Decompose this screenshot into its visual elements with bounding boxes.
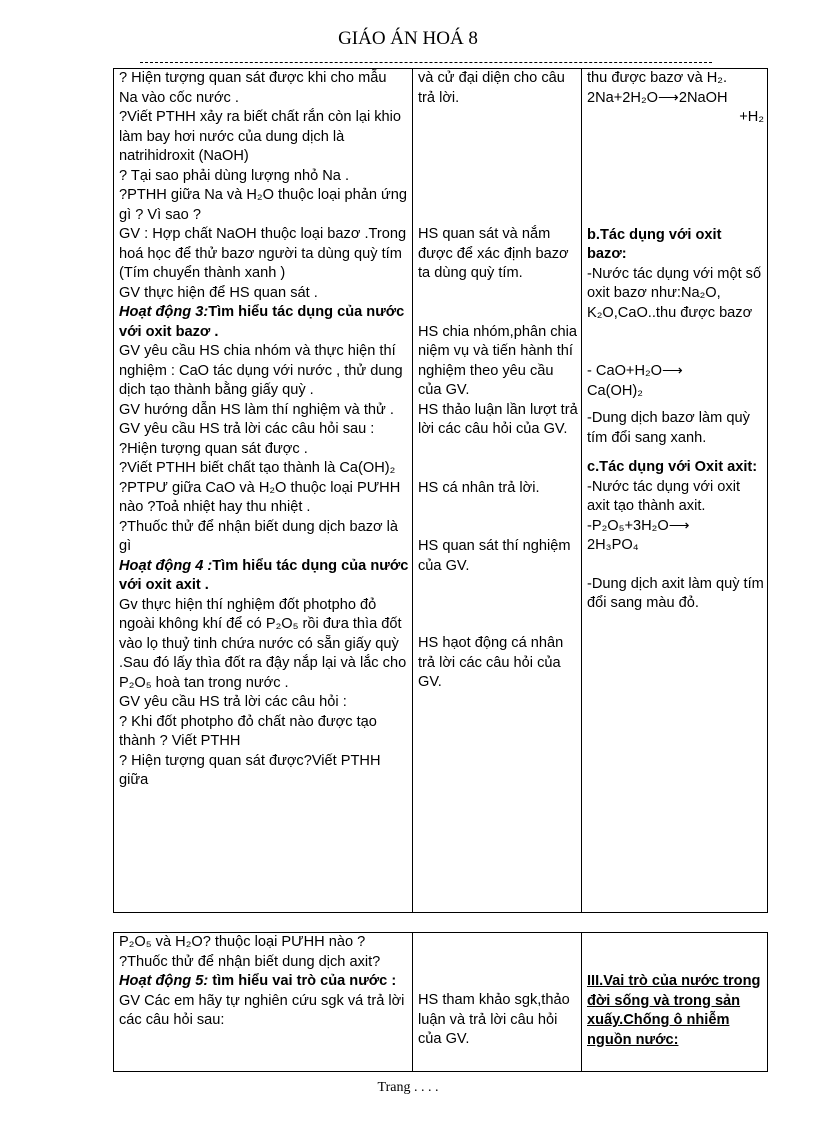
activity-number: Hoạt động 5:: [119, 973, 209, 989]
equation-lhs: - CaO+H₂O: [587, 363, 662, 379]
text-line: GV Các em hãy tự nghiên cứu sgk vá trả lời các câu hỏi sau:: [119, 992, 405, 1028]
text-line: GV yêu cầu HS trả lời các câu hỏi sau :: [119, 421, 375, 437]
lesson-table-2: [113, 932, 768, 1072]
activity-title: Tìm hiểu tác dụng của nước với oxit bazơ .: [119, 304, 405, 340]
equation: [587, 517, 764, 537]
text-line: GV : Hợp chất NaOH thuộc loại bazơ .Trong hoá học để thử bazơ người ta dùng quỳ tím (Tím chuyển thành xanh ): [119, 226, 407, 281]
equation: [587, 362, 764, 382]
equation-lhs: -P₂O₅+3H₂O: [587, 517, 669, 534]
text-line: ?Hiện tượng quan sát được .: [119, 440, 308, 457]
activity-heading: [119, 303, 409, 342]
text-line: GV yêu cầu HS trả lời các câu hỏi :: [119, 694, 347, 710]
table-row: [114, 933, 768, 1072]
arrow-icon: ⟶: [657, 89, 679, 106]
text-line: P₂O₅ và H₂O? thuộc loại PƯHH nào ?: [119, 934, 366, 950]
activity-title: tìm hiểu vai trò của nước :: [212, 973, 397, 989]
text-line: HS chia nhóm,phân chia niệm vụ và tiến hành thí nghiệm theo yêu cầu của GV.: [418, 323, 578, 398]
text-line: HS thảo luận lần lượt trả lời các câu hỏi của GV.: [418, 401, 578, 437]
text-line: HS tham khảo sgk,thảo luận và trả lời câu hỏi của GV.: [418, 992, 570, 1047]
equation-rhs: 2H₃PO₄: [587, 537, 639, 553]
equation-continued: +H₂: [739, 109, 764, 125]
text-line: -Nước tác dụng với một số oxit bazơ như:Na₂O, K₂O,CaO..thu được bazơ: [587, 265, 762, 321]
section-heading: c.Tác dụng với Oxit axit:: [587, 459, 758, 475]
text-line: -Dung dịch bazơ làm quỳ tím đổi sang xanh.: [587, 410, 750, 446]
text-line: và cử đại diện cho câu trả lời.: [418, 70, 565, 106]
text-line: ?Thuốc thử để nhận biết dung dịch axit?: [119, 953, 381, 970]
text-line: ?PTPƯ giữa CaO và H₂O thuộc loại PƯHH nào ?Toả nhiệt hay thu nhiệt .: [119, 479, 401, 515]
equation: [587, 89, 764, 109]
text-line: -Dung dịch axit làm quỳ tím đổi sang màu đỏ.: [587, 575, 764, 611]
table-row: [114, 69, 768, 913]
activity-heading: [119, 972, 409, 992]
equation-lhs: 2Na+2H₂O: [587, 89, 658, 106]
text-line: -Nước tác dụng với oxit axit tạo thành axit.: [587, 478, 741, 514]
section-heading: III.Vai trò của nước trong đời sống và trong sản xuấy.Chống ô nhiễm nguồn nước:: [587, 973, 761, 1048]
text-line: HS cá nhân trả lời.: [418, 479, 540, 496]
text-line: GV thực hiện để HS quan sát .: [119, 284, 318, 301]
text-line: ? Hiện tượng quan sát được?Viết PTHH giữa: [119, 752, 381, 788]
text-line: thu được bazơ và H₂.: [587, 70, 728, 86]
page-footer: Trang . . . .: [377, 1080, 439, 1095]
text-line: ?Thuốc thử để nhận biết dung dịch bazơ là gì: [119, 518, 398, 554]
equation-rhs: 2NaOH: [678, 89, 728, 106]
activity-number: Hoạt động 4 :: [119, 557, 213, 574]
content-cell: [582, 69, 768, 913]
lesson-table-1: [113, 68, 768, 913]
text-line: HS quan sát và nắm được để xác định bazơ ta dùng quỳ tím.: [418, 226, 569, 281]
activity-title: Tìm hiểu tác dụng của nước với oxit axit .: [119, 557, 409, 593]
student-activity-cell: [413, 69, 582, 913]
teacher-activity-cell: [114, 69, 413, 913]
section-heading: b.Tác dụng với oxit bazơ:: [587, 226, 722, 262]
arrow-icon: ⟶: [662, 363, 683, 379]
student-activity-cell: [413, 933, 582, 1072]
text-line: ?Viết PTHH biết chất tạo thành là Ca(OH)₂: [119, 460, 396, 476]
text-line: ? Tại sao phải dùng lượng nhỏ Na .: [119, 167, 350, 184]
equation-rhs: Ca(OH)₂: [587, 382, 643, 399]
text-line: GV hướng dẫn HS làm thí nghiệm và thử .: [119, 401, 394, 418]
content-cell: [582, 933, 768, 1072]
text-line: HS quan sát thí nghiệm của GV.: [418, 538, 571, 574]
text-line: ?PTHH giữa Na và H₂O thuộc loại phản ứng gì ? Vì sao ?: [119, 187, 408, 223]
text-line: HS hạot động cá nhân trả lời các câu hỏi của GV.: [418, 635, 564, 690]
arrow-icon: ⟶: [668, 517, 690, 534]
page-title: GIÁO ÁN HOÁ 8: [338, 28, 478, 49]
text-line: Gv thực hiện thí nghiệm đốt photpho đỏ ngoài không khí để có P₂O₅ rồi đưa thìa đốt vào lọ thuỷ tinh chứa nước có sẵn giấy quỳ .Sau đó lấy thìa đốt ra đậy nắp lại và lắc cho P₂O₅ hoà tan trong nước .: [119, 596, 407, 691]
dashed-divider: [140, 62, 712, 63]
text-line: ? Khi đốt photpho đỏ chất nào được tạo thành ? Viết PTHH: [119, 713, 377, 749]
teacher-activity-cell: [114, 933, 413, 1072]
activity-number: Hoạt động 3:: [119, 304, 209, 320]
text-line: ?Viết PTHH xảy ra biết chất rắn còn lại khio làm bay hơi nước của dung dịch là natrihidroxit (NaOH): [119, 109, 402, 164]
activity-heading: [119, 557, 409, 596]
text-line: GV yêu cầu HS chia nhóm và thực hiện thí nghiệm : CaO tác dụng với nước , thử dung dịch tạo thành bằng giấy quỳ .: [119, 343, 403, 398]
text-line: ? Hiện tượng quan sát được khi cho mẫu Na vào cốc nước .: [119, 70, 387, 106]
